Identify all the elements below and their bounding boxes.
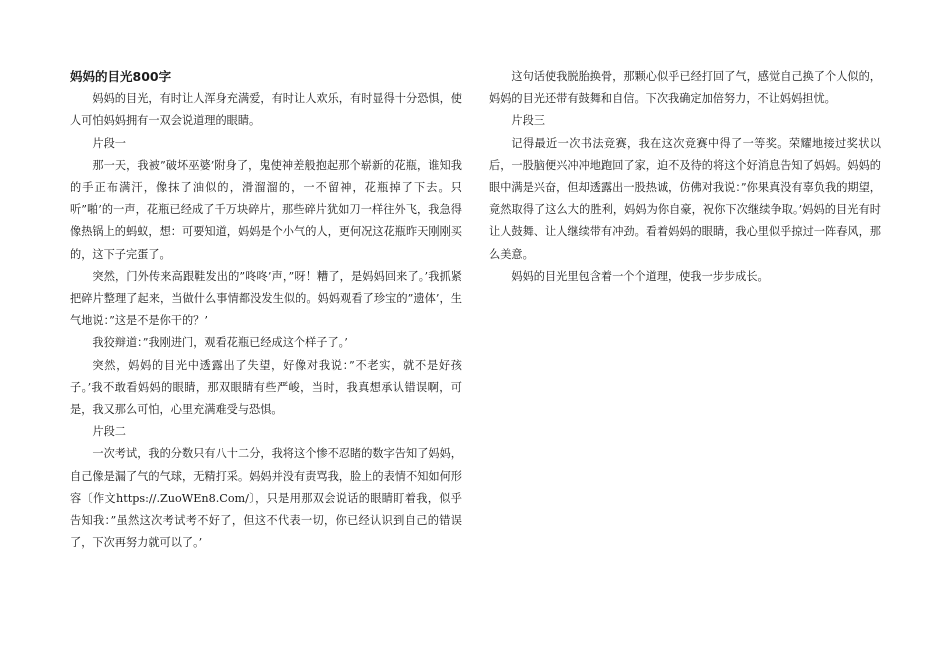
paragraph-disappointment: 突然，妈妈的目光中透露出了失望，好像对我说：”不老实，就不是好孩子。’我不敢看妈妈的眼睛，那双眼睛有些严峻，当时，我真想承认错误啊，可是，我又那么可怕，心里充满难受与恐惧。: [70, 358, 462, 417]
paragraph-encouragement: 这句话使我脱胎换骨，那颗心似乎已经打回了气，感觉自己换了个人似的，妈妈的目光还带有鼓舞和自信。下次我确定加倍努力，不让妈妈担忧。: [489, 70, 881, 106]
right-column: [489, 66, 881, 288]
paragraph-exam: 一次考试，我的分数只有八十二分，我将这个惨不忍睹的数字告知了妈妈，自己像是漏了气的气球，无精打采。妈妈并没有责骂我，脸上的表情不知如何形容〔作文https://.ZuoWEn8.Com/〕，只是用那双会说话的眼睛盯着我，似乎告知我：”虽然这次考试考不好了，但这不代表一切，你已经认识到自己的错误了，下次再努力就可以了。’: [70, 447, 462, 550]
paragraph-vase: 那一天，我被”破坏巫婆’附身了，鬼使神差般抱起那个崭新的花瓶，谁知我的手正布满汗，像抹了油似的，滑溜溜的，一不留神，花瓶掉了下去。只听”啪’的一声，花瓶已经成了千万块碎片，那些碎片犹如刀一样往外飞，我急得像热锅上的蚂蚁，想：可要知道，妈妈是个小气的人，更何况这花瓶昨天刚刚买的，这下子完蛋了。: [70, 158, 462, 261]
paragraph-calligraphy: 记得最近一次书法竞赛，我在这次竞赛中得了一等奖。荣耀地接过奖状以后，一股脑便兴冲冲地跑回了家，迫不及待的将这个好消息告知了妈妈。妈妈的眼中满是兴奋，但却透露出一股热诚，仿佛对我说：”你果真没有辜负我的期望，竟然取得了这么大的胜利，妈妈为你自豪，祝你下次继续争取。’妈妈的目光有时让人鼓舞、让人继续带有冲劲。看着妈妈的眼睛，我心里似乎掠过一阵春风，那么美意。: [489, 136, 881, 261]
essay-title: 妈妈的目光800字: [70, 69, 172, 84]
paragraph-mom-returns: 突然，门外传来高跟鞋发出的”咚咚’声，”呀！糟了，是妈妈回来了。’我抓紧把碎片整理了起来，当做什么事情都没发生似的。妈妈观看了珍宝的”遗体’，生气地说：”这是不是你干的？’: [70, 269, 462, 328]
section-heading-2: 片段二: [92, 425, 126, 439]
section-heading-1: 片段一: [92, 136, 126, 150]
paragraph-conclusion: 妈妈的目光里包含着一个个道理，使我一步步成长。: [511, 269, 769, 283]
left-column: [70, 66, 462, 554]
paragraph-excuse: 我狡辩道：”我刚进门，观看花瓶已经成这个样子了。’: [92, 336, 348, 350]
paragraph-intro: 妈妈的目光，有时让人浑身充满爱，有时让人欢乐，有时显得十分恐惧，使人可怕妈妈拥有一双会说道理的眼睛。: [70, 92, 462, 128]
section-heading-3: 片段三: [511, 114, 545, 128]
